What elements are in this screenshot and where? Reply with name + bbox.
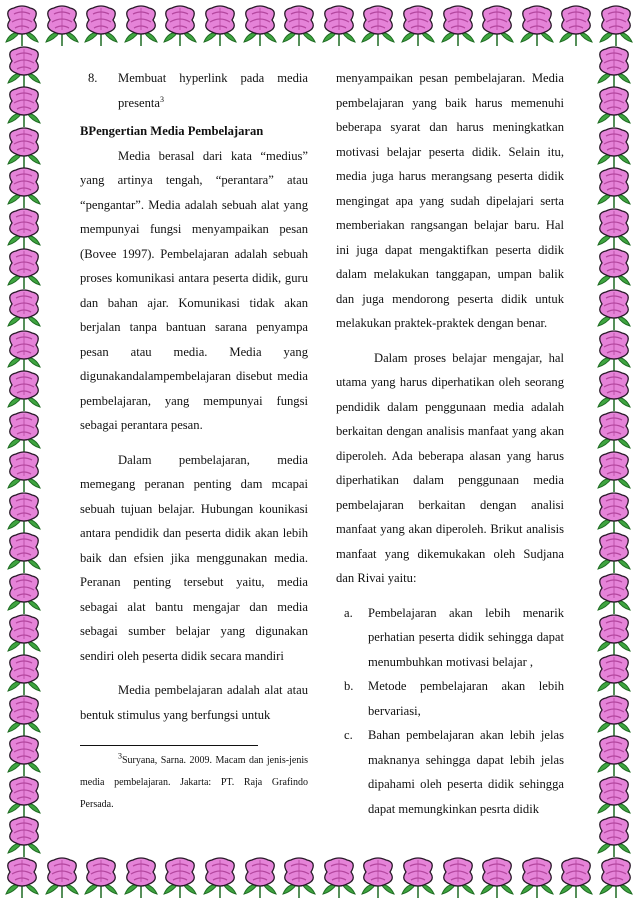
pink-rose-flower-icon [396,854,440,900]
pink-rose-flower-icon [158,854,202,900]
list-label: c. [344,728,353,742]
list-number: 8. [88,71,98,85]
footnote [80,750,308,816]
pink-rose-flower-icon [317,2,361,48]
pink-rose-flower-icon [40,854,84,900]
pink-rose-flower-icon [2,448,46,494]
list-item-text: Membuat hyperlink pada media presenta [118,71,308,110]
pink-rose-flower-icon [475,2,519,48]
footnote-text: Suryana, Sarna. 2009. Macam dan jenis-jenis media pembelajaran. Jakarta: PT. Raja Grafindo Persada. [80,755,308,810]
pink-rose-flower-icon [2,813,46,859]
pink-rose-flower-icon [592,367,636,413]
pink-rose-flower-icon [238,854,282,900]
pink-rose-flower-icon [0,2,44,48]
page-content [80,66,564,834]
list-item [336,723,564,821]
pink-rose-flower-icon [79,2,123,48]
pink-rose-flower-icon [436,854,480,900]
pink-rose-flower-icon [592,448,636,494]
pink-rose-flower-icon [436,2,480,48]
pink-rose-flower-icon [79,854,123,900]
paragraph: Dalam pembelajaran, media memegang peranan penting dam mcapai sebuah tujuan belajar. Hubungan kounikasi antara pendidik dan peserta didik akan lebih baik dan efsien jika menggunakan media. Peranan penting tersebut yaitu, media sebagai alat bantu mengajar dan media sebagai sumber belajar yang digunakan sendiri oleh peserta didik secara mandiri [80,452,308,663]
pink-rose-flower-icon [356,854,400,900]
paragraph: Media pembelajaran adalah alat atau bentuk stimulus yang berfungsi untuk [80,683,308,722]
left-column [80,66,308,834]
pink-rose-flower-icon [592,83,636,129]
pink-rose-flower-icon [198,854,242,900]
pink-rose-flower-icon [277,854,321,900]
pink-rose-flower-icon [40,2,84,48]
pink-rose-flower-icon [592,164,636,210]
paragraph: Media berasal dari kata “medius” yang artinya tengah, “perantara” atau “pengantar”. Media adalah sebuah alat yang mempunyai fungsi menyampaikan pesan (Bovee 1997). Pembelajaran adalah sebuah proses komunikasi antara peserta didik, guru dan bahan ajar. Komunikasi tidak akan berjalan tanpa bantuan sarana penyampa pesan atau media. Media yang digunakandalampembelajaran disebut media pembelajaran, yang mempunyai fungsi sebagai perantara pesan. [80,148,308,432]
footnote-mark: 3 [118,751,122,761]
pink-rose-flower-icon [2,367,46,413]
pink-rose-flower-icon [198,2,242,48]
pink-rose-flower-icon [592,245,636,291]
pink-rose-flower-icon [2,529,46,575]
pink-rose-flower-icon [554,2,598,48]
pink-rose-flower-icon [592,813,636,859]
pink-rose-flower-icon [238,2,282,48]
pink-rose-flower-icon [2,286,46,332]
list-item [336,674,564,723]
paragraph: Dalam proses belajar mengajar, hal utama yang harus diperhatikan oleh seorang pendidik dalam penggunaan media adalah berkaitan dengan analisis manfaat yang akan diperoleh. Ada beberapa alasan yang harus diperhatikan dalam penggunaan media pembelajaran berkaitan dengan analisi manfaat yang akan diperoleh. Brikut analisis manfaat yang dikemukakan oleh Sudjana dan Rivai yaitu: [336,350,564,585]
pink-rose-flower-icon [2,570,46,616]
pink-rose-flower-icon [592,529,636,575]
right-column [336,66,564,834]
list-item-8 [80,66,308,115]
pink-rose-flower-icon [0,854,44,900]
list-item-text: Pembelajaran akan lebih menarik perhatian peserta didik sehingga dapat menumbuhkan motivasi belajar , [368,605,564,669]
footnote-separator [80,745,258,746]
list-item-text: Metode pembelajaran akan lebih bervariasi, [368,679,564,718]
pink-rose-flower-icon [2,245,46,291]
pink-rose-flower-icon [475,854,519,900]
pink-rose-flower-icon [2,651,46,697]
pink-rose-flower-icon [594,854,638,900]
pink-rose-flower-icon [554,854,598,900]
pink-rose-flower-icon [594,2,638,48]
pink-rose-flower-icon [158,2,202,48]
pink-rose-flower-icon [515,854,559,900]
pink-rose-flower-icon [592,286,636,332]
list-label: a. [344,605,353,620]
section-heading: BPengertian Media Pembelajaran [80,124,264,138]
pink-rose-flower-icon [592,651,636,697]
pink-rose-flower-icon [2,732,46,778]
pink-rose-flower-icon [2,164,46,210]
paragraph: menyampaikan pesan pembelajaran. Media pembelajaran yang baik harus memenuhi beberapa syarat dan harus meningkatkan motivasi belajar peserta didik. Selain itu, media juga harus merangsang peserta didik mengingat apa yang sudah dipelajari serta memberiakan rangsangan belajar baru. Hal ini juga dapat mengaktifkan peserta didik dalam melakukan tanggapan, umpan balik dan juga mendorong peserta didik untuk melakukan praktek-praktek dengan benar. [336,71,564,330]
pink-rose-flower-icon [277,2,321,48]
pink-rose-flower-icon [2,83,46,129]
pink-rose-flower-icon [592,570,636,616]
pink-rose-flower-icon [317,854,361,900]
list-item [336,601,564,675]
pink-rose-flower-icon [592,732,636,778]
footnote-ref: 3 [159,94,164,104]
list-item-text: Bahan pembelajaran akan lebih jelas maknanya sehingga dapat lebih jelas dipahami oleh peserta didik sehingga dapat memungkinkan pesrta didik [368,728,564,816]
pink-rose-flower-icon [356,2,400,48]
pink-rose-flower-icon [119,2,163,48]
pink-rose-flower-icon [119,854,163,900]
pink-rose-flower-icon [396,2,440,48]
list-label: b. [344,679,354,693]
pink-rose-flower-icon [515,2,559,48]
